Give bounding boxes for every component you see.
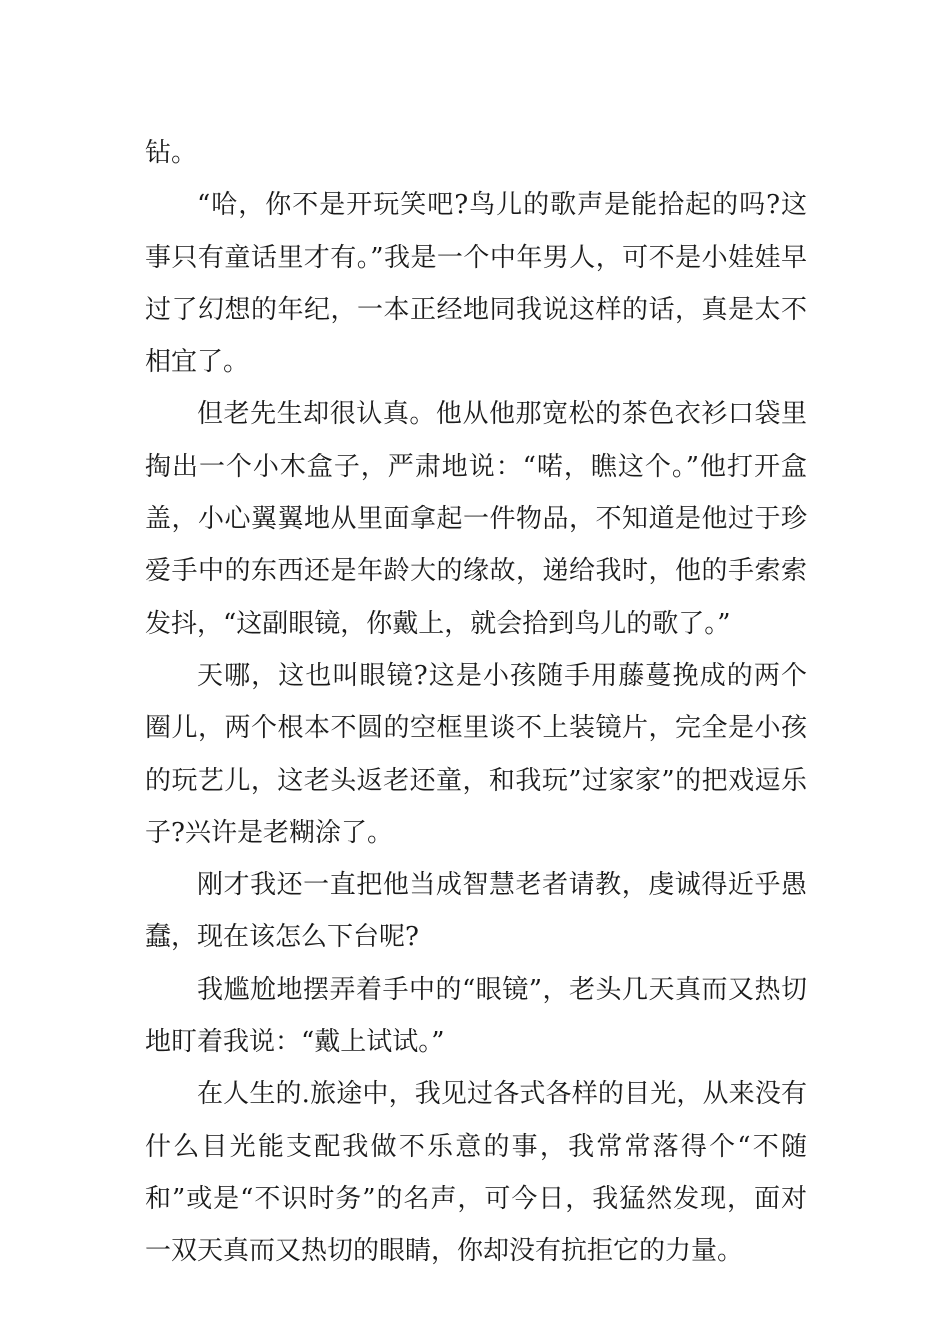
paragraph: 刚才我还一直把他当成智慧老者请教，虔诚得近乎愚蠢，现在该怎么下台呢?	[145, 870, 807, 953]
paragraph: 我尴尬地摆弄着手中的“眼镜”，老头几天真而又热切地盯着我说：“戴上试试。”	[145, 974, 807, 1058]
paragraph: 天哪，这也叫眼镜?这是小孩随手用藤蔓挽成的两个圈儿，两个根本不圆的空框里谈不上装镜片，完全是小孩的玩艺儿，这老头返老还童，和我玩”过家家”的把戏逗乐子?兴许是老糊涂了。	[145, 660, 807, 848]
document-body	[145, 127, 807, 1278]
paragraph: 钻。	[145, 138, 198, 168]
paragraph: 但老先生却很认真。他从他那宽松的茶色衣衫口袋里掏出一个小木盒子，严肃地说：“喏，瞧这个。”他打开盒盖，小心翼翼地从里面拿起一件物品，不知道是他过于珍爱手中的东西还是年龄大的缘故，递给我时，他的手索索发抖，“这副眼镜，你戴上，就会拾到鸟儿的歌了。”	[145, 399, 807, 639]
paragraph: 在人生的.旅途中，我见过各式各样的目光，从来没有什么目光能支配我做不乐意的事，我常常落得个“不随和”或是“不识时务”的名声，可今日，我猛然发现，面对一双天真而又热切的眼睛，你却没有抗拒它的力量。	[145, 1079, 807, 1267]
paragraph: “哈，你不是开玩笑吧?鸟儿的歌声是能拾起的吗?这事只有童话里才有。”我是一个中年男人，可不是小娃娃早过了幻想的年纪，一本正经地同我说这样的话，真是太不相宜了。	[145, 190, 807, 378]
